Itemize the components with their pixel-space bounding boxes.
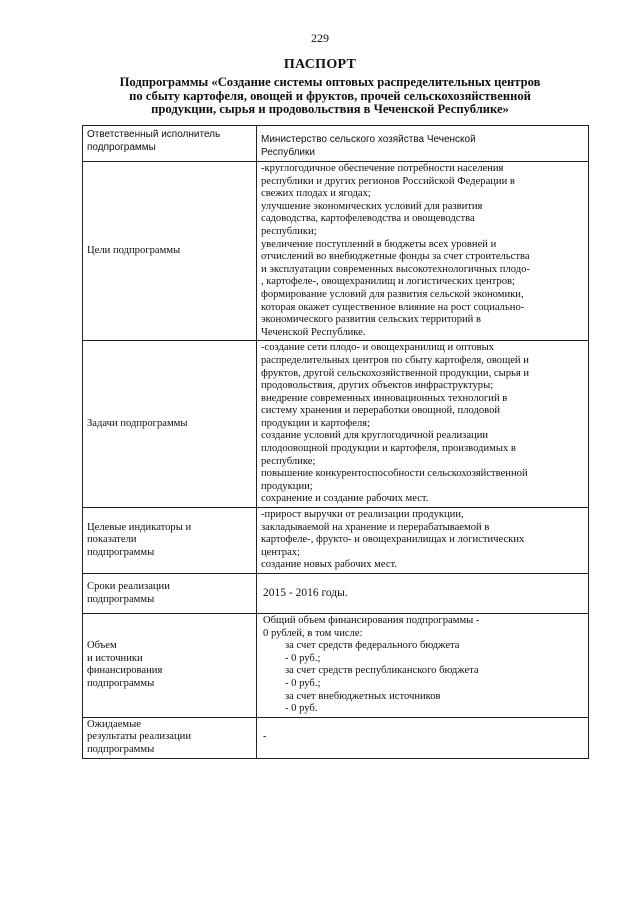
- value-line: свежих плодах и ягодах;: [261, 188, 371, 200]
- value-line: экономического развития сельских территорий в: [261, 314, 481, 326]
- value-line: - 0 руб.;: [285, 652, 321, 664]
- table-row: [83, 126, 589, 162]
- value-line: -: [263, 731, 267, 743]
- value-line: -круглогодичное обеспечение потребности населения: [261, 163, 504, 174]
- document-subtitle: [82, 76, 578, 117]
- row-value: [257, 574, 589, 614]
- value-line: внедрение современных инновационных технологий в: [261, 392, 508, 404]
- label-line: Объем: [87, 640, 117, 652]
- subtitle-line: Подпрограммы «Создание системы оптовых распределительных центров: [119, 75, 541, 89]
- label-line: финансирования: [87, 665, 163, 677]
- value-line: продукции;: [261, 480, 313, 492]
- subtitle-line: продукции, сырья и продовольствия в Чеченской Республике»: [151, 102, 509, 116]
- value-line: -прирост выручки от реализации продукции,: [261, 509, 464, 521]
- value-line: отчислений во внебюджетные фонды за счет строительства: [261, 251, 530, 263]
- value-line: улучшение экономических условий для развития: [261, 200, 483, 212]
- subtitle-line: по сбыту картофеля, овощей и фруктов, прочей сельскохозяйственной: [129, 88, 531, 103]
- value-line: закладываемой на хранение и перерабатываемой в: [261, 521, 490, 533]
- row-value: [257, 614, 589, 718]
- value-line: садоводства, картофелеводства и овощеводства: [261, 213, 475, 225]
- row-value: [257, 508, 589, 574]
- value-line: Министерство сельского хозяйства Чеченской: [261, 134, 476, 145]
- row-label: [83, 126, 257, 162]
- label-line: Задачи подпрограммы: [87, 417, 188, 429]
- value-line: повышение конкурентоспособности сельскохозяйственной: [261, 468, 528, 480]
- row-value: [257, 162, 589, 341]
- label-line: показатели: [87, 534, 137, 546]
- value-line: картофеле-, фрукто- и овощехранилищах и логистических: [261, 534, 525, 546]
- value-line: республике;: [261, 455, 316, 467]
- value-line: формирование условий для развития сельской экономики,: [261, 288, 524, 300]
- value-line: создание новых рабочих мест.: [261, 559, 398, 571]
- label-line: подпрограммы: [87, 593, 155, 605]
- label-line: и источники: [87, 652, 143, 664]
- value-line: Общий объем финансирования подпрограммы -: [263, 615, 480, 626]
- value-line: республики;: [261, 225, 317, 237]
- label-line: подпрограммы: [87, 546, 155, 558]
- table-row: [83, 162, 589, 341]
- row-label: [83, 574, 257, 614]
- table-row: [83, 341, 589, 508]
- value-line: продовольствия, других объектов инфраструктуры;: [261, 380, 494, 392]
- value-line: распределительных центров по сбыту картофеля, овощей и: [261, 354, 529, 366]
- value-line: -создание сети плодо- и овощехранилищ и оптовых: [261, 342, 495, 354]
- value-line: - 0 руб.: [285, 703, 318, 715]
- value-line: и эксплуатации современных высокотехнологичных плодо-: [261, 263, 530, 275]
- value-line: республики и других регионов Российской Федерации в: [261, 175, 515, 187]
- label-line: Целевые индикаторы и: [87, 521, 192, 533]
- value-line: за счет средств федерального бюджета: [285, 640, 460, 652]
- value-line: сохранение и создание рабочих мест.: [261, 493, 429, 505]
- page-number: 229: [311, 31, 329, 45]
- table-row: [83, 614, 589, 718]
- row-label: [83, 162, 257, 341]
- label-line: подпрограммы: [87, 141, 156, 153]
- row-value: [257, 717, 589, 758]
- value-line: за счет средств республиканского бюджета: [285, 665, 479, 677]
- value-line: которая окажет существенное влияние на рост социально-: [261, 301, 525, 313]
- label-line: подпрограммы: [87, 677, 155, 689]
- table-row: [83, 508, 589, 574]
- value-line: 2015 - 2016 годы.: [263, 587, 348, 600]
- value-line: фруктов, другой сельскохозяйственной продукции, сырья и: [261, 367, 530, 379]
- label-line: Цели подпрограммы: [87, 244, 181, 256]
- value-line: создание условий для круглогодичной реализации: [261, 430, 489, 442]
- value-line: 0 рублей, в том числе:: [263, 627, 363, 639]
- row-label: [83, 341, 257, 508]
- value-line: увеличение поступлений в бюджеты всех уровней и: [261, 238, 497, 250]
- label-line: Ответственный исполнитель: [87, 129, 221, 140]
- row-label: [83, 614, 257, 718]
- value-line: систему хранения и переработки овощной, плодовой: [261, 405, 501, 417]
- value-line: - 0 руб.;: [285, 677, 321, 689]
- value-line: за счет внебюджетных источников: [285, 690, 441, 702]
- value-line: Чеченской Республике.: [261, 326, 366, 338]
- table-row: [83, 574, 589, 614]
- label-line: Ожидаемые: [87, 718, 141, 730]
- value-line: плодоовощной продукции и картофеля, производимых в: [261, 443, 516, 455]
- value-line: Республики: [261, 146, 315, 158]
- row-value: [257, 341, 589, 508]
- value-line: центрах;: [261, 546, 301, 558]
- document-title: ПАСПОРТ: [283, 57, 357, 72]
- label-line: подпрограммы: [87, 743, 155, 755]
- table-row: [83, 717, 589, 758]
- value-line: продукции и картофеля;: [261, 417, 371, 429]
- row-value: [257, 126, 589, 162]
- passport-table: [82, 125, 589, 759]
- value-line: , картофеле-, овощехранилищ и логистических центров;: [261, 276, 515, 288]
- label-line: Сроки реализации: [87, 580, 170, 592]
- row-label: [83, 717, 257, 758]
- label-line: результаты реализации: [87, 731, 191, 743]
- row-label: [83, 508, 257, 574]
